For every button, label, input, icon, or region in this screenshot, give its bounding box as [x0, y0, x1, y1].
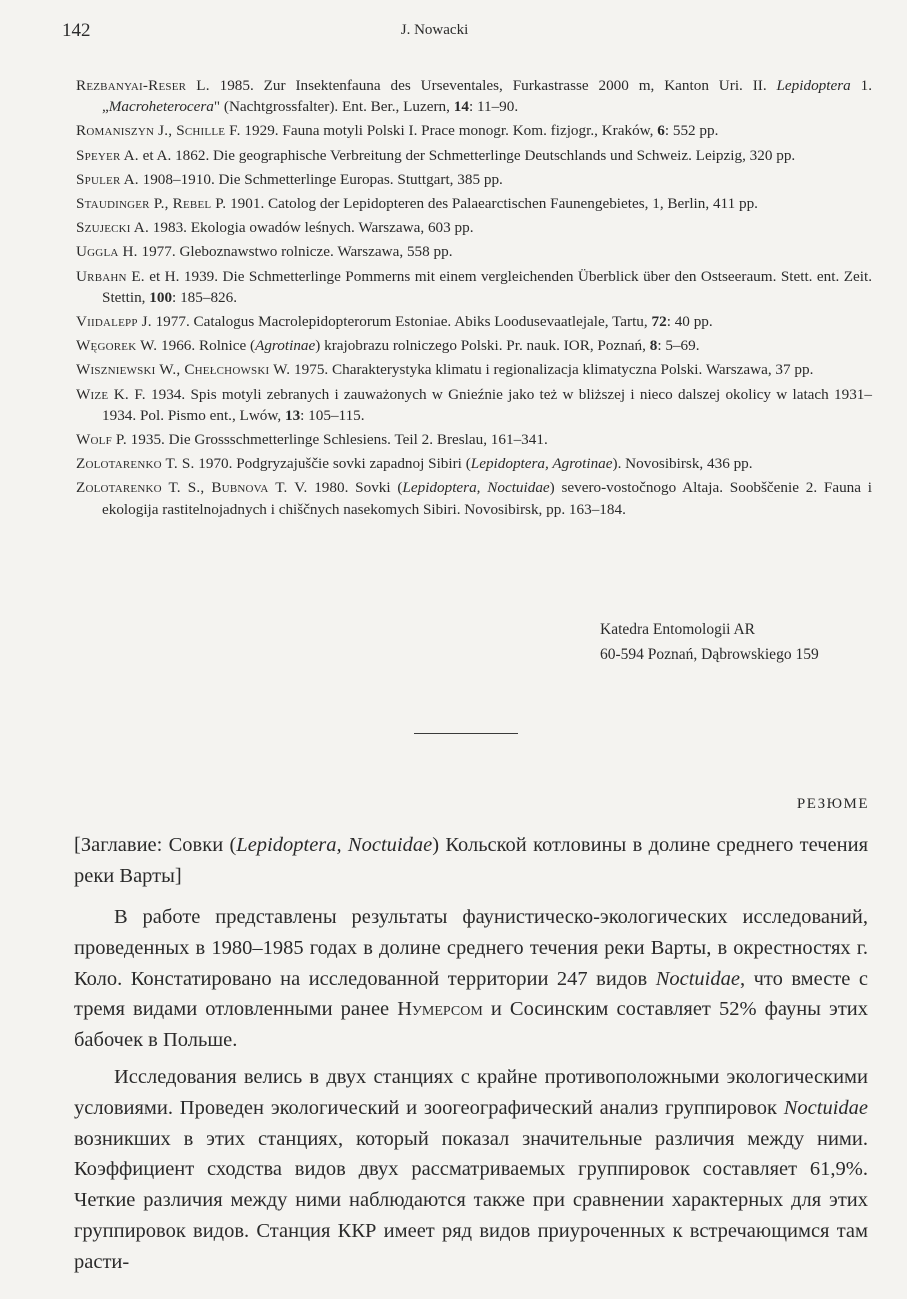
- reference-authors: Speyer A.: [76, 146, 139, 164]
- text-run: 1929. Fauna motyli Polski I. Prace monogr. Kom. fizjogr., Kraków,: [240, 122, 658, 140]
- reference-entry: [76, 241, 872, 262]
- section-divider: [414, 733, 518, 734]
- reference-entry: [76, 384, 872, 426]
- text-run: 1977. Catalogus Macrolepidopterorum Estoniae. Abiks Loodusevaatlejale, Tartu,: [151, 313, 652, 331]
- reference-entry: [76, 429, 872, 450]
- text-run: Agrotinae: [255, 337, 316, 355]
- text-run: [Заглавие: Совки (: [74, 834, 237, 856]
- text-run: 1. „: [102, 77, 872, 116]
- author-affiliation: [600, 617, 819, 667]
- reference-authors: Romaniszyn J., Schille F.: [76, 122, 241, 140]
- text-run: Macroheterocera: [108, 98, 214, 116]
- reference-authors: Urbahn E.: [76, 267, 145, 285]
- reference-entry: [76, 120, 872, 141]
- text-run: ) krajobrazu rolniczego Polski. Pr. nauk. IOR, Poznań,: [315, 337, 650, 355]
- text-run: : 40 pp.: [666, 313, 713, 331]
- text-run: 1975. Charakterystyka klimatu i regionalizacja klimatyczna Polski. Warszawa, 37 pp.: [290, 361, 814, 379]
- reference-authors: Wolf P.: [76, 431, 127, 449]
- reference-entry: [76, 477, 872, 519]
- text-run: Lepidoptera, Noctuidae: [236, 834, 433, 856]
- resume-paragraph: [74, 902, 868, 1056]
- reference-authors: Zolotarenko T. S., Bubnova T. V.: [76, 479, 308, 497]
- text-run: : 5–69.: [657, 337, 700, 355]
- text-run: : 185–826.: [172, 288, 238, 306]
- text-run: 1908–1910. Die Schmetterlinge Europas. Stuttgart, 385 pp.: [138, 170, 503, 188]
- text-run: 1980. Sovki (: [307, 479, 403, 497]
- running-head: J. Nowacki: [400, 22, 469, 38]
- reference-entry: [76, 169, 872, 190]
- reference-authors: Rezbanyai-Reser L.: [76, 77, 210, 94]
- text-run: 1983. Ekologia owadów leśnych. Warszawa, 603 pp.: [148, 219, 474, 237]
- reference-entry: [76, 311, 872, 332]
- text-run: 6: [657, 122, 665, 140]
- text-run: : 552 pp.: [664, 122, 719, 140]
- text-run: ) severo-vostočnogo Altaja. Soobščenie 2. Fauna i ekologija rastitelnojadnych i chiščnych nasekomych Sibiri. Novosibirsk, pp. 163–184.: [102, 479, 872, 518]
- text-run: и Сосинским составляет 52% фауны этих бабочек в Польше.: [74, 998, 868, 1052]
- text-run: , что вместе с тремя видами отловленными ранее: [74, 967, 868, 1021]
- text-run: 100: [149, 288, 173, 306]
- reference-authors: Zolotarenko T. S.: [76, 455, 195, 473]
- text-run: 14: [453, 98, 469, 116]
- text-run: 13: [284, 406, 301, 424]
- text-run: " (Nachtgrossfalter). Ent. Ber., Luzern,: [213, 98, 454, 116]
- text-run: 1935. Die Grossschmetterlinge Schlesiens. Teil 2. Breslau, 161–341.: [126, 431, 548, 449]
- text-run: ). Novosibirsk, 436 pp.: [612, 455, 753, 473]
- text-run: : 11–90.: [468, 98, 519, 116]
- text-run: 72: [651, 313, 667, 331]
- affiliation-line-2: 60-594 Poznań, Dąbrowskiego 159: [600, 646, 819, 663]
- resume-title: [74, 830, 868, 892]
- text-run: Lepidoptera, Noctuidae: [402, 479, 550, 497]
- text-run: 1985. Zur Insektenfauna des Urseventales, Furkastrasse 2000 m, Kanton Uri. II.: [209, 77, 777, 94]
- reference-authors: Wize K. F.: [76, 385, 146, 403]
- reference-entry: [76, 193, 872, 214]
- affiliation-line-1: Katedra Entomologii AR: [600, 621, 755, 638]
- reference-list: [76, 75, 872, 523]
- reference-authors: Spuler A.: [76, 170, 139, 188]
- reference-entry: [76, 217, 872, 238]
- text-run: Lepidoptera, Agrotinae: [470, 455, 613, 473]
- reference-entry: [76, 453, 872, 474]
- reference-authors: Wiszniewski W., Chełchowski W.: [76, 361, 291, 379]
- text-run: 1934. Spis motyli zebranych i zauważonych w Gnieźnie jako też w bliższej i nieco dalszej okolicy w latach 1931–1934. Pol. Pismo ent., Lwów,: [102, 385, 872, 424]
- resume-body: [74, 902, 868, 1278]
- text-run: В работе представлены результаты фаунистическо-экологических исследований, проведенных в 1980–1985 годах в долине среднего течения реки Варты, в окрестностях г. Коло. Констатировано на исследованной территории 247 видов: [74, 906, 868, 990]
- text-run: 1966. Rolnice (: [157, 337, 256, 355]
- reference-authors: Szujecki A.: [76, 219, 149, 237]
- text-run: Исследования велись в двух станциях с крайне противоположными экологическими условиями. Проведен экологический и зоогеографический анализ группировок: [74, 1065, 868, 1119]
- text-run: Нумерсом: [397, 998, 483, 1021]
- text-run: возникших в этих станциях, который показал значительные различия между ними. Коэффициент сходства видов двух рассматриваемых группировок составляет 61,9%. Четкие различия между ними наблюдаются также при сравнении характерных для этих группировок видов. Станция ККР имеет ряд видов приуроченных к встречающимся там расти-: [74, 1127, 868, 1273]
- reference-entry: [76, 145, 872, 166]
- text-run: Noctuidae: [655, 967, 740, 990]
- reference-entry: [76, 75, 872, 117]
- page-header: [62, 20, 867, 50]
- text-run: et H. 1939. Die Schmetterlinge Pommerns mit einem vergleichenden Überblick über den Ostseeraum. Stett. ent. Zeit. Stettin,: [102, 267, 872, 306]
- text-run: 1970. Podgryzajuščie sovki zapadnoj Sibiri (: [194, 455, 471, 473]
- reference-authors: Viidalepp J.: [76, 313, 152, 331]
- text-run: 1977. Gleboznawstwo rolnicze. Warszawa, 558 pp.: [137, 243, 453, 261]
- text-run: 8: [649, 337, 658, 355]
- reference-authors: Staudinger P., Rebel P.: [76, 195, 227, 213]
- reference-authors: Uggla H.: [76, 243, 138, 261]
- text-run: Noctuidae: [783, 1096, 868, 1119]
- text-run: et A. 1862. Die geographische Verbreitung der Schmetterlinge Deutschlands und Schweiz. Leipzig, 320 pp.: [138, 146, 796, 164]
- text-run: Lepidoptera: [776, 77, 851, 94]
- resume-heading: РЕЗЮМЕ: [796, 796, 869, 812]
- text-run: ) Кольской котловины в долине среднего течения реки Варты]: [74, 834, 868, 887]
- reference-authors: Węgorek W.: [76, 337, 158, 355]
- resume-paragraph: [74, 1062, 868, 1278]
- text-run: : 105–115.: [300, 406, 365, 424]
- reference-entry: [76, 359, 872, 380]
- text-run: 1901. Catolog der Lepidopteren des Palaearctischen Faunengebietes, 1, Berlin, 411 pp.: [226, 195, 758, 213]
- reference-entry: [76, 335, 872, 356]
- page-number: 142: [62, 20, 91, 41]
- reference-entry: [76, 266, 872, 308]
